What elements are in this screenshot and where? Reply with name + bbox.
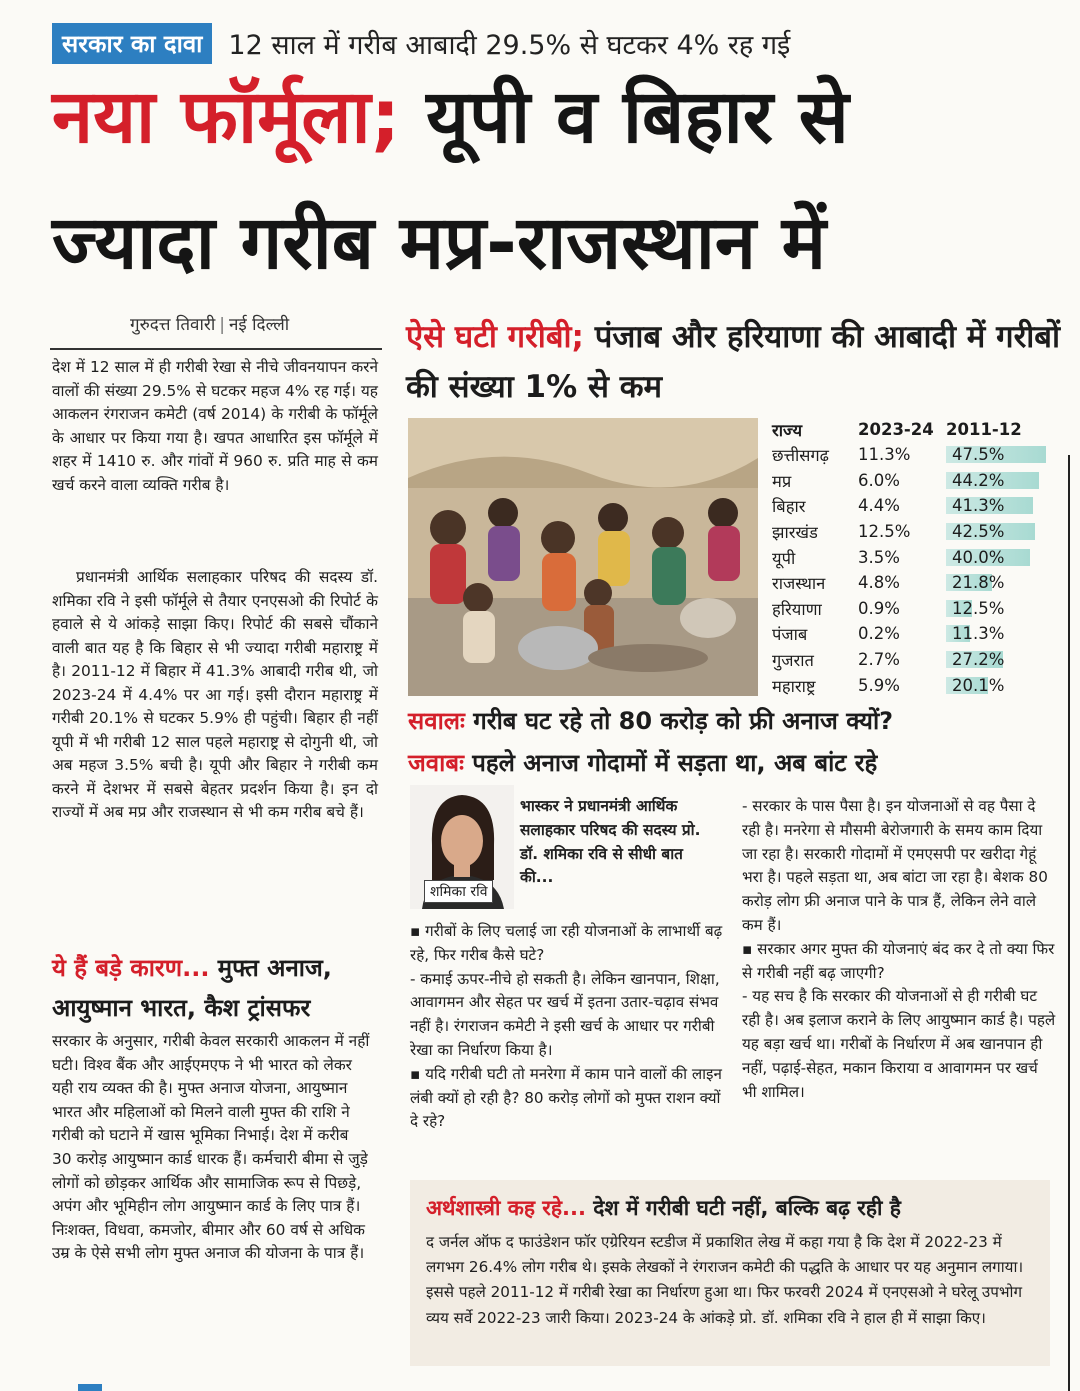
table-row xyxy=(772,519,1054,545)
reasons-heading-red: ये हैं बड़े कारण... xyxy=(52,954,210,982)
value-2023: 12.5% xyxy=(858,522,911,542)
interview-question-3: ▪ सरकार अगर मुफ्त की योजनाएं बंद कर दे तो क्या फिर से गरीबी नहीं बढ़ जाएगी? xyxy=(742,939,1055,982)
reasons-heading xyxy=(52,948,382,1028)
headline-line-1 xyxy=(52,74,1052,192)
value-2011-cell xyxy=(946,574,1054,591)
table-row xyxy=(772,493,1054,519)
interview-question-1: ▪ गरीबों के लिए चलाई जा रही योजनाओं के लाभार्थी बढ़ रहे, फिर गरीब कैसे घटे? xyxy=(410,922,723,964)
table-row xyxy=(772,596,1054,622)
value-2011: 40.0% xyxy=(952,547,1005,567)
economists-box xyxy=(410,1180,1050,1366)
value-2011: 12.5% xyxy=(952,598,1005,618)
value-2023: 2.7% xyxy=(858,650,900,670)
value-2011: 44.2% xyxy=(952,470,1005,490)
value-2011-cell xyxy=(946,625,1054,642)
value-2011-cell xyxy=(946,651,1054,668)
story-paragraph-2: प्रधानमंत्री आर्थिक सलाहकार परिषद की सदस्य डॉ. शमिका रवि ने इसी फॉर्मूले से तैयार एनएसओ की रिपोर्ट के हवाले से ये आंकड़े साझा किए। रिपोर्ट की सबसे चौंकाने वाली बात यह है कि बिहार से भी ज्यादा गरीबी महाराष्ट्र में है। 2011-12 में बिहार में 41.3% आबादी गरीब थी, जो 2023-24 में 4.4% पर आ गई। इसी दौरान महाराष्ट्र में गरीबी 20.1% से घटकर 5.9% ही पहुंची। बिहार ही नहीं यूपी में भी गरीबी 12 साल पहले महाराष्ट्र से दोगुनी थी, जो अब महज 3.5% बची है। यूपी और बिहार ने गरीबी कम करने में देशभर में सबसे बेहतर प्रदर्शन किया है। इन दो राज्यों में अब मप्र और राजस्थान से भी कम गरीब बचे हैं। xyxy=(52,568,378,821)
value-2023: 5.9% xyxy=(858,675,900,695)
value-2011: 21.8% xyxy=(952,573,1005,593)
answer-text: पहले अनाज गोदामों में सड़ता था, अब बांट रहे xyxy=(463,749,878,777)
state-name: गुजरात xyxy=(772,651,814,671)
interview-column-2 xyxy=(742,795,1056,1104)
claim-strip xyxy=(52,20,1032,66)
state-name: राजस्थान xyxy=(772,574,826,594)
answer-heading xyxy=(408,746,1068,779)
column-divider xyxy=(1068,455,1070,1391)
headline xyxy=(52,74,1052,286)
value-2023: 0.9% xyxy=(858,598,900,618)
reasons-paragraph: सरकार के अनुसार, गरीबी केवल सरकारी आकलन में नहीं घटी। विश्व बैंक और आईएमएफ ने भी भारत को लेकर यही राय व्यक्त की है। मुफ्त अनाज योजना, आयुष्मान भारत और महिलाओं को मिलने वाली मुफ्त की राशि ने गरीबी को घटाने में खास भूमिका निभाई। देश में करीब 30 करोड़ आयुष्मान कार्ड धारक हैं। कर्मचारी बीमा से जुड़े लोगों को छोड़कर आर्थिक और सामाजिक रूप से पिछड़े, अपंग और भूमिहीन लोग आयुष्मान कार्ड के लिए पात्र हैं। निःशक्त, विधवा, कमजोर, बीमार और 60 वर्ष से अधिक उम्र के ऐसे सभी लोग मुफ्त अनाज की योजना के पात्र हैं। xyxy=(52,1032,370,1263)
byline xyxy=(130,312,289,335)
interview-answer-1: - कमाई ऊपर-नीचे हो सकती है। लेकिन खानपान, शिक्षा, आवागमन और सेहत पर खर्च में इतना उतार-चढ़ाव संभव नहीं है। रंगराजन कमेटी ने इसी खर्च के आधार पर गरीबी रेखा का निर्धारण किया है। xyxy=(410,969,720,1059)
headline-black: यूपी व बिहार से xyxy=(400,74,849,160)
value-2011: 47.5% xyxy=(952,445,1005,465)
state-name: झारखंड xyxy=(772,523,818,543)
value-2023: 6.0% xyxy=(858,470,900,490)
answer-label: जवाबः xyxy=(408,749,464,777)
state-name: बिहार xyxy=(772,497,806,517)
value-2011-cell xyxy=(946,446,1054,463)
state-name: यूपी xyxy=(772,548,796,568)
value-2011: 27.2% xyxy=(952,650,1005,670)
story-paragraph-1: देश में 12 साल में ही गरीबी रेखा से नीचे जीवनयापन करने वालों की संख्या 29.5% से घटकर महज 4% रह गई। यह आकलन रंगराजन कमेटी (वर्ष 2014) के गरीबी के फॉर्मूले के आधार पर किया गया है। खपत आधारित इस फॉर्मूले में शहर में 1410 रु. और गांवों में 960 रु. प्रति माह से कम खर्च करने वाला व्यक्ति गरीब है। xyxy=(52,358,378,494)
value-2011-cell xyxy=(946,677,1054,694)
economists-heading-red: अर्थशास्त्री कह रहे... xyxy=(426,1196,586,1220)
interview-question-2: ▪ यदि गरीबी घटी तो मनरेगा में काम पाने वालों की लाइन लंबी क्यों हो रही है? 80 करोड़ लोगों को मुफ्त राशन क्यों दे रहे? xyxy=(410,1064,722,1131)
state-name: पंजाब xyxy=(772,625,808,645)
value-2011-cell xyxy=(946,600,1054,617)
value-2011-cell xyxy=(946,497,1054,514)
state-name: हरियाणा xyxy=(772,599,822,619)
question-heading xyxy=(408,704,1068,737)
value-2023: 4.4% xyxy=(858,496,900,516)
table-row xyxy=(772,544,1054,570)
economists-heading xyxy=(426,1194,1034,1222)
author-name: गुरुदत्त तिवारी xyxy=(130,315,216,335)
column-header-2023: 2023-24 xyxy=(858,419,934,439)
state-name: महाराष्ट्र xyxy=(772,676,816,696)
value-2011-cell xyxy=(946,549,1054,566)
value-2011-cell xyxy=(946,472,1054,489)
dateline: नई दिल्ली xyxy=(228,315,290,335)
interview-intro: भास्कर ने प्रधानमंत्री आर्थिक सलाहकार परिषद की सदस्य प्रो. डॉ. शमिका रवि से सीधी बात की... xyxy=(520,797,701,887)
value-2011: 41.3% xyxy=(952,496,1005,516)
table-row xyxy=(772,672,1054,698)
table-row xyxy=(772,621,1054,647)
question-text: गरीब घट रहे तो 80 करोड़ को फ्री अनाज क्यों? xyxy=(464,707,894,735)
table-row xyxy=(772,647,1054,673)
section-heading xyxy=(406,312,1066,412)
crowd-photo-illustration xyxy=(408,418,758,696)
table-body xyxy=(772,442,1054,698)
portrait-caption: शमिका रवि xyxy=(424,880,493,903)
value-2023: 0.2% xyxy=(858,624,900,644)
table-row xyxy=(772,570,1054,596)
section-heading-red: ऐसे घटी गरीबी; xyxy=(406,319,584,355)
column-header-state: राज्य xyxy=(772,420,803,440)
byline-rule xyxy=(50,348,382,350)
economists-heading-black: देश में गरीबी घटी नहीं, बल्कि बढ़ रही है xyxy=(585,1196,901,1220)
section-heading-black: पंजाब और हरियाणा की आबादी में गरीबों की संख्या 1% से कम xyxy=(406,319,1061,405)
value-2011: 42.5% xyxy=(952,522,1005,542)
state-name: मप्र xyxy=(772,471,792,491)
poverty-photo xyxy=(408,418,758,696)
claim-tag: सरकार का दावा xyxy=(52,23,212,64)
state-name: छत्तीसगढ़ xyxy=(772,446,829,466)
column-header-2011: 2011-12 xyxy=(946,419,1022,439)
interview-answer-3: - यह सच है कि सरकार की योजनाओं से ही गरीबी घट रही है। अब इलाज कराने के लिए आयुष्मान कार्ड है। पहले यह बड़ा खर्च था। गरीबों के निर्धारण में अब खानपान ही नहीं, पढ़ाई-सेहत, मकान किराया व आवागमन पर खर्च भी शामिल। xyxy=(742,987,1056,1101)
interview-answer-2: - सरकार के पास पैसा है। इन योजनाओं से वह पैसा दे रही है। मनरेगा से मौसमी बेरोजगारी के समय काम दिया जा रहा है। सरकारी गोदामों में एमएसपी पर खरीदा गेहूं भरा है। पहले सड़ता था, अब बांटा जा रहा है। बेशक 80 करोड़ लोग फ्री अनाज पाने के पात्र हैं, लेकिन लेने वाले कम हैं। xyxy=(742,797,1048,934)
reasons-heading-black: मुफ्त अनाज, आयुष्मान भारत, कैश ट्रांसफर xyxy=(52,954,332,1022)
value-2023: 11.3% xyxy=(858,445,911,465)
value-2011: 11.3% xyxy=(952,624,1005,644)
value-2023: 3.5% xyxy=(858,547,900,567)
claim-line: 12 साल में गरीब आबादी 29.5% से घटकर 4% रह गई xyxy=(228,29,791,61)
interview-column-1 xyxy=(410,920,726,1134)
headline-red: नया फॉर्मूला; xyxy=(52,74,401,160)
page-marker xyxy=(78,1384,102,1391)
table-row xyxy=(772,442,1054,468)
value-2011: 20.1% xyxy=(952,675,1005,695)
value-2011-cell xyxy=(946,523,1054,540)
byline-separator: | xyxy=(219,315,225,335)
table-header xyxy=(772,416,1054,442)
value-2023: 4.8% xyxy=(858,573,900,593)
question-label: सवालः xyxy=(408,707,465,735)
economists-text: द जर्नल ऑफ द फाउंडेशन फॉर एग्रेरियन स्टडीज में प्रकाशित लेख में कहा गया है कि देश में 2022-23 में लगभग 26.4% लोग गरीब थे। इसके लेखकों ने रंगराजन कमेटी की पद्धति के आधार पर यह अनुमान लगाया। इससे पहले 2011-12 में गरीबी रेखा का निर्धारण हुआ था। फिर फरवरी 2024 में एनएसओ ने घरेलू उपभोग व्यय सर्वे 2022-23 जारी किया। 2023-24 के आंकड़े प्रो. डॉ. शमिका रवि ने हाल ही में साझा किए। xyxy=(426,1233,1024,1327)
headline-line-2: ज्यादा गरीब मप्र-राजस्थान में xyxy=(52,200,826,286)
poverty-table xyxy=(772,416,1054,698)
table-row xyxy=(772,468,1054,494)
